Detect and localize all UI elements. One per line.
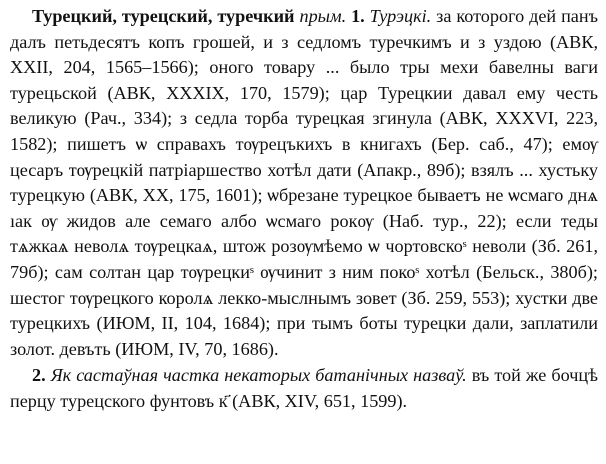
sense-2-citations: въ той же бочцѣ перцу турецского фунтовъ к҃ (АВК, XIV, 651, 1599). [10,365,599,411]
headword: Турецкий, турецский, туречкий [32,6,295,26]
grammar-label: прым. [299,6,347,26]
sense-1-gloss: Турэцкі. [369,6,432,26]
entry-paragraph-sense-2 [10,363,598,414]
dictionary-entry [10,4,598,415]
sense-1-number: 1. [351,6,365,26]
entry-paragraph-sense-1 [10,4,598,362]
sense-2-number: 2. [32,365,46,386]
sense-2-gloss: Як састаўная частка некаторых батанічных назваў. [50,365,467,386]
sense-1-citations: за которого дей панъ далъ петьдесятъ копъ грошей, и з седломъ туречкимъ и з уздою (АВК, XXII, 204, 1565–1566); оного товару ... было тры мехи бавелны ваги турецьской (АВК, XXXIX, 170, 1579); цар Турецкии давал ему честь великую (Рач., 334); з седла торба турецкая згинула (АВК, XXXVI, 223, 1582); пишетъ ѡ справахъ тѹрецъкихъ в книгахъ (Бер. саб., 47); емѹ цесаръ тѹрецкій патріаршество хотѣл дати (Апакр., 89б); взялъ ... хустьку турецкую (АВК, XX, 175, 1601); ѡбрезане турецкое бываетъ не ѡсмаго днѧ ıак ѹ жидов але семаго албо ѡсмаго рокѹ (Наб. тур., 22); если теды тѧжкаѧ неволѧ тѹрецкаѧ, штож розѹмѣемо ѡ чортовскоˢ неволи (Зб. 261, 79б); сам солтан цар тѹрецкиˢ ѹчинит з ним покоˢ хотѣл (Бельск., 380б); шестог тѹрецкого королѧ лекко-мыслнымъ зовет (Зб. 259, 553); хустки две турецкихъ (ИЮМ, II, 104, 1684); при тымъ боты турецки дали, заплатили золот. девъть (ИЮМ, IV, 70, 1686). [10,6,599,359]
